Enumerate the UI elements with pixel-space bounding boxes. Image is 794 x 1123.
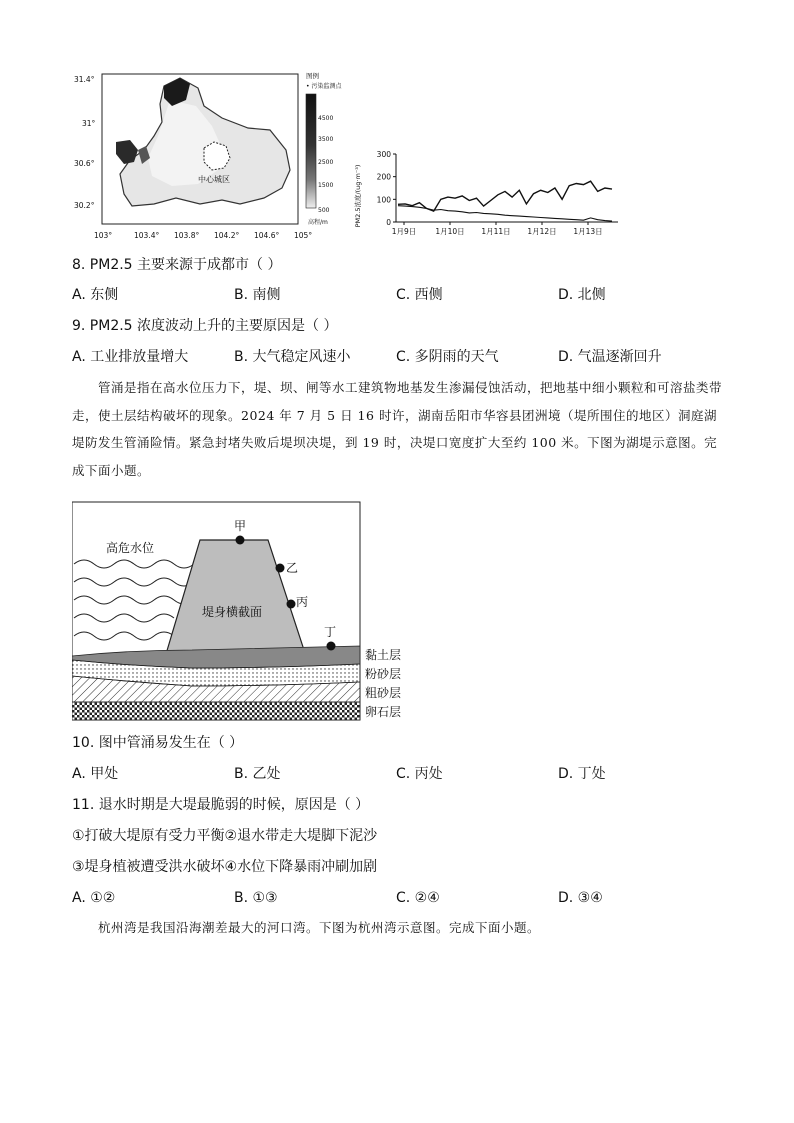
layer-label-clay: 黏土层 [365,648,402,662]
legend-value-1: 3500 [318,136,334,143]
q9-option-b[interactable]: B. 大气稳定风速小 [234,349,351,365]
lon-label-4: 104.6° [254,231,280,240]
q10-option-b[interactable]: B. 乙处 [234,766,281,782]
q9-option-a[interactable]: A. 工业排放量增大 [72,349,189,365]
q11-option-d[interactable]: D. ③④ [558,890,603,906]
lon-label-5: 105° [294,231,313,240]
lon-label-3: 104.2° [214,231,240,240]
q11-option-b[interactable]: B. ①③ [234,890,278,906]
center-urban-label: 中心城区 [198,175,230,184]
legend-value-0: 4500 [318,115,334,122]
legend-point: • 污染监测点 [306,83,342,90]
question-11-stem: 11. 退水时期是大堤最脆弱的时候，原因是（ ） [72,797,370,813]
q8-option-a[interactable]: A. 东侧 [72,287,119,303]
cobble-layer [72,702,360,720]
point-ding [327,642,336,651]
lat-label-1: 31° [82,119,96,128]
point-jia-label: 甲 [234,519,247,533]
dike-diagram [72,500,420,724]
q11-statement-line-1: ①打破大堤原有受力平衡②退水带走大堤脚下泥沙 [72,828,378,844]
dike-diagram-svg [72,500,420,724]
lon-label-1: 103.4° [134,231,160,240]
pm25-y-axis-label: PM2.5浓度/(ug·m⁻³) [354,164,362,228]
pm25-x-tick-label-2: 1月11日 [481,227,511,236]
point-yi [276,564,285,573]
layer-label-coarse: 粗砂层 [365,686,402,700]
elevation-map-svg [72,66,348,250]
pm25-y-tick-label-2: 200 [376,172,391,182]
point-ding-label: 丁 [324,625,337,639]
lat-label-2: 30.6° [74,159,95,168]
q11-option-c[interactable]: C. ②④ [396,890,440,906]
pm25-y-tick-label-1: 100 [376,195,391,205]
layer-label-silt: 粉砂层 [365,667,402,681]
q8-option-b[interactable]: B. 南侧 [234,287,281,303]
legend-title: 图例 [306,72,319,80]
q8-option-c[interactable]: C. 西侧 [396,287,443,303]
legend-unit: 高程/m [308,219,328,226]
lat-label-0: 31.4° [74,75,95,84]
lat-label-3: 30.2° [74,201,95,210]
q9-option-c[interactable]: C. 多阴雨的天气 [396,349,499,365]
question-10-stem: 10. 图中管涌易发生在（ ） [72,735,244,751]
legend-value-3: 1500 [318,182,334,189]
q9-option-d[interactable]: D. 气温逐渐回升 [558,349,662,365]
pm25-x-tick-label-0: 1月9日 [391,227,417,236]
legend-value-2: 2500 [318,159,334,166]
lon-label-0: 103° [94,231,113,240]
lon-label-2: 103.8° [174,231,200,240]
pm25-series-line-1 [398,206,612,221]
pm25-chart [352,148,624,236]
legend-color-bar [306,94,316,208]
passage-hangzhou-bay: 杭州湾是我国沿海潮差最大的河口湾。下图为杭州湾示意图。完成下面小题。 [98,920,541,935]
q11-option-a[interactable]: A. ①② [72,890,116,906]
legend-value-4: 500 [318,207,330,214]
pm25-y-tick-label-0: 0 [386,218,391,227]
q11-statement-line-2: ③堤身植被遭受洪水破坏④水位下降暴雨冲刷加剧 [72,859,378,875]
elevation-map [72,66,348,250]
layer-label-cobble: 卵石层 [365,705,402,719]
point-bing [287,600,296,609]
q10-option-c[interactable]: C. 丙处 [396,766,443,782]
pm25-x-tick-label-4: 1月13日 [573,227,603,236]
point-jia [236,536,245,545]
passage-guanyong: 管涌是指在高水位压力下，堤、坝、闸等水工建筑物地基发生渗漏侵蚀活动，把地基中细小颗粒和可溶盐类带走，使土层结构破坏的现象。2024 年 7 月 5 日 16 时许，湖南岳阳市华容县团洲境（堤所围住的地区）洞庭湖堤防发生管涌险情。紧急封堵失败后堤坝决堤，到 19 时，决堤口宽度扩大至约 100 米。下图为湖堤示意图。完成下面小题。 [72,380,723,478]
water-level-label: 高危水位 [106,541,155,555]
pm25-chart-svg [352,148,624,236]
dike-body-label: 堤身横截面 [202,605,263,619]
pm25-x-tick-label-3: 1月12日 [527,227,557,236]
question-9-stem: 9. PM2.5 浓度波动上升的主要原因是（ ） [72,318,338,334]
pm25-series-line-0 [398,181,612,211]
question-8-stem: 8. PM2.5 主要来源于成都市（ ） [72,257,282,273]
point-yi-label: 乙 [286,561,299,575]
pm25-x-tick-label-1: 1月10日 [435,227,465,236]
pm25-y-tick-label-3: 300 [376,150,391,159]
point-bing-label: 丙 [296,595,309,609]
q10-option-d[interactable]: D. 丁处 [558,766,606,782]
q10-option-a[interactable]: A. 甲处 [72,766,119,782]
q8-option-d[interactable]: D. 北侧 [558,287,606,303]
